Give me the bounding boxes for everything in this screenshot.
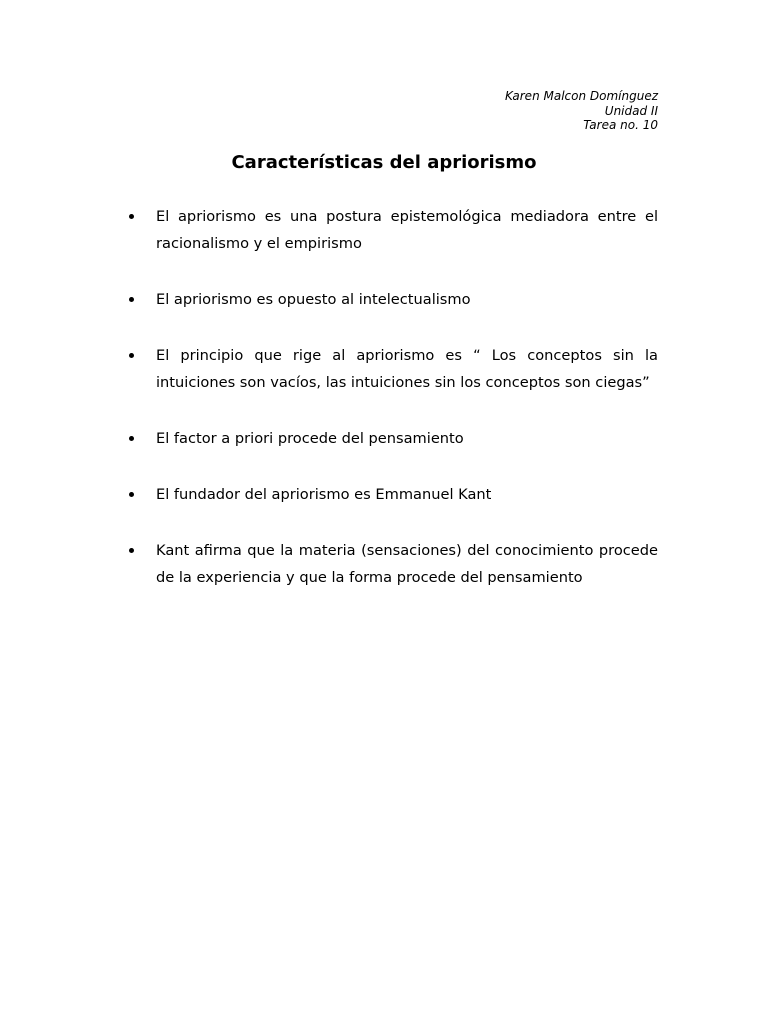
- bullet-icon: [129, 548, 134, 553]
- list-item-text: El apriorismo es opuesto al intelectualismo: [156, 291, 471, 308]
- bullet-icon: [129, 436, 134, 441]
- bullet-icon: [129, 492, 134, 497]
- list-item: [111, 203, 658, 257]
- characteristics-list: [111, 203, 658, 620]
- header-block: [505, 89, 658, 133]
- list-item-text: El fundador del apriorismo es Emmanuel Kant: [156, 486, 492, 503]
- list-item: [111, 342, 658, 396]
- bullet-icon: [129, 297, 134, 302]
- bullet-icon: [129, 353, 134, 358]
- list-item-text: Kant afirma que la materia (sensaciones) del conocimiento procede de la experiencia y que la forma procede del pensamiento: [156, 542, 658, 586]
- list-item: [111, 425, 658, 452]
- list-item-text: El principio que rige al apriorismo es “ Los conceptos sin la intuiciones son vacíos, las intuiciones sin los conceptos son ciegas”: [156, 347, 658, 391]
- bullet-icon: [129, 214, 134, 219]
- list-item: [111, 286, 658, 313]
- list-item-text: El apriorismo es una postura epistemológica mediadora entre el racionalismo y el empirismo: [156, 208, 658, 252]
- list-item-text: El factor a priori procede del pensamiento: [156, 430, 464, 447]
- task-label: Tarea no. 10: [583, 118, 658, 132]
- unit-label: Unidad II: [604, 103, 658, 118]
- document-title: Características del apriorismo: [231, 152, 537, 173]
- list-item: [111, 481, 658, 508]
- list-item: [111, 537, 658, 591]
- author-name: Karen Malcon Domínguez: [504, 89, 658, 103]
